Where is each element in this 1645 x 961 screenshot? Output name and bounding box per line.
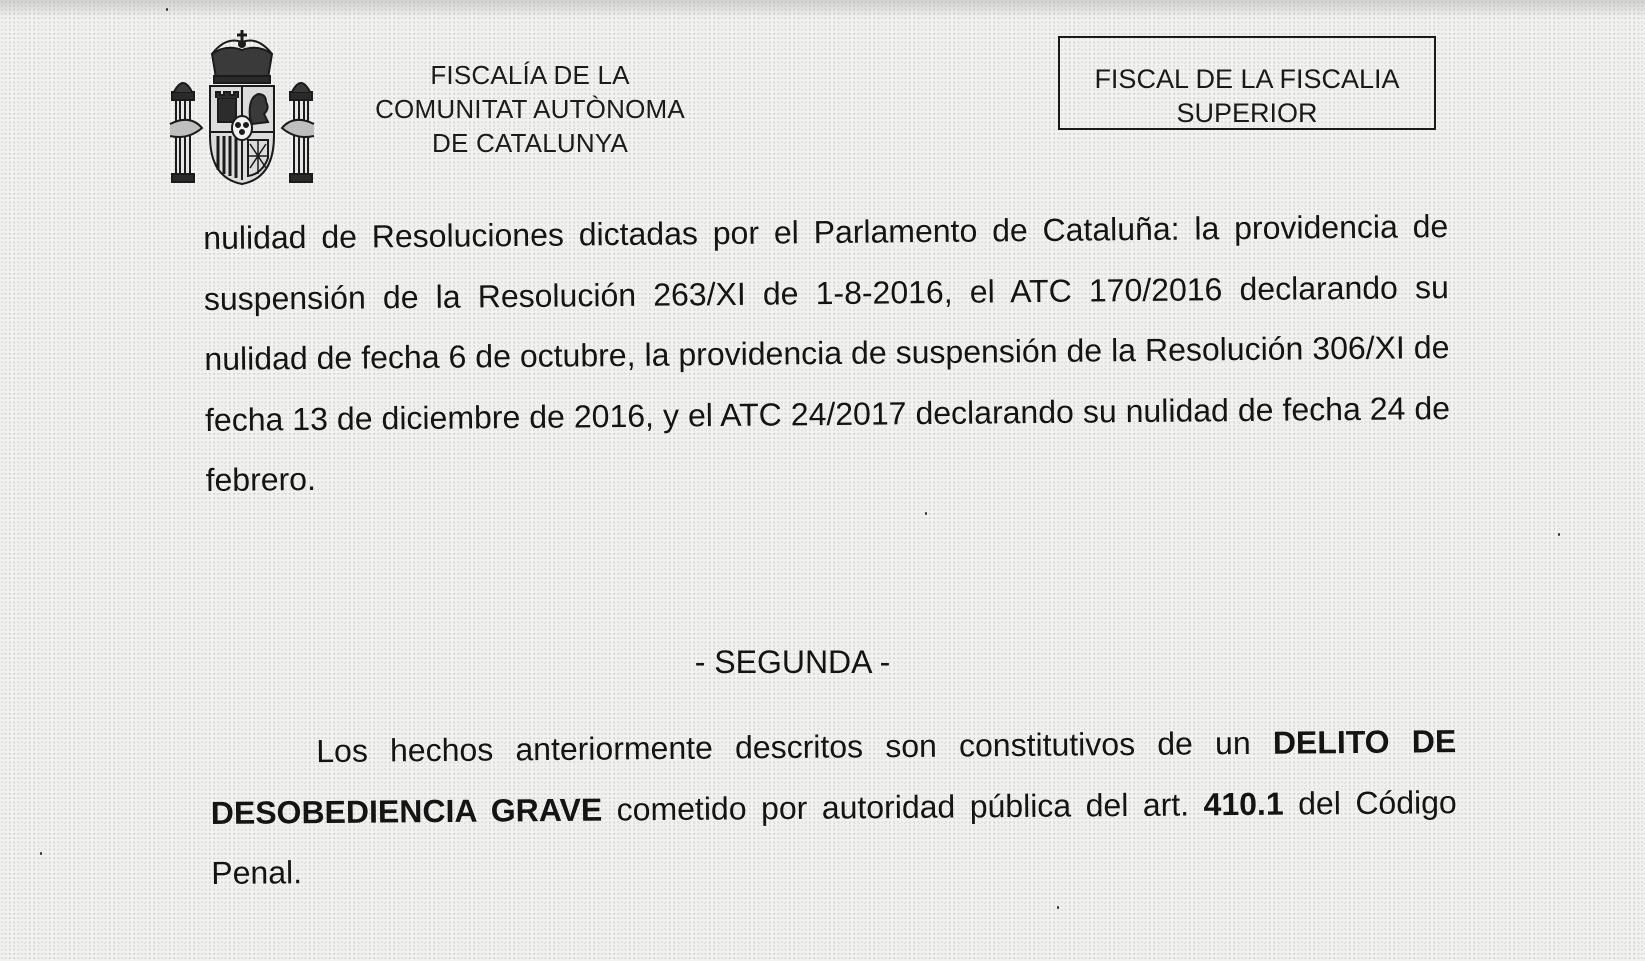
- paragraph-indent: [210, 762, 316, 763]
- institution-line-2: COMUNITAT AUTÒNOMA: [375, 94, 685, 124]
- paragraph2-bold-article: 410.1: [1203, 785, 1284, 822]
- stamp-line-1: FISCAL DE LA FISCALIA: [1094, 64, 1400, 94]
- institution-line-3: DE CATALUNYA: [432, 128, 628, 158]
- paragraph-nulidad: nulidad de Resoluciones dictadas por el Parlamento de Cataluña: la providencia de suspensión de la Resolución 263/XI de 1-8-2016, el ATC 170/2016 declarando su nulidad de fecha 6 de octubre, la providencia de suspensión de la Resolución 306/XI de fecha 13 de diciembre de 2016, y el ATC 24/2017 declarando su nulidad de fecha 24 de febrero.: [203, 208, 1451, 498]
- institution-line-1: FISCALÍA DE LA: [430, 60, 630, 90]
- scan-speck: [1558, 533, 1560, 536]
- paragraph2-text-2: cometido por autoridad pública del art.: [602, 785, 1204, 828]
- scan-speck: [925, 512, 927, 515]
- spain-coat-of-arms-icon: [166, 28, 318, 192]
- scan-speck: [40, 852, 42, 855]
- section-heading-segunda: - SEGUNDA -: [694, 644, 891, 680]
- paragraph2-text-3: del Código Penal.: [211, 783, 1457, 891]
- paragraph-delito: [210, 711, 1458, 903]
- scan-speck: [1057, 906, 1059, 909]
- institution-name: [345, 58, 715, 160]
- paragraph2-text-1: Los hechos anteriormente descritos son constitutivos de un: [316, 724, 1274, 770]
- scan-speck: [166, 8, 168, 11]
- fiscal-stamp-box: [1058, 36, 1436, 130]
- paragraph2-bold-offence: DELITO DE DESOBEDIENCIA GRAVE: [210, 723, 1457, 831]
- stamp-line-2: SUPERIOR: [1176, 98, 1318, 128]
